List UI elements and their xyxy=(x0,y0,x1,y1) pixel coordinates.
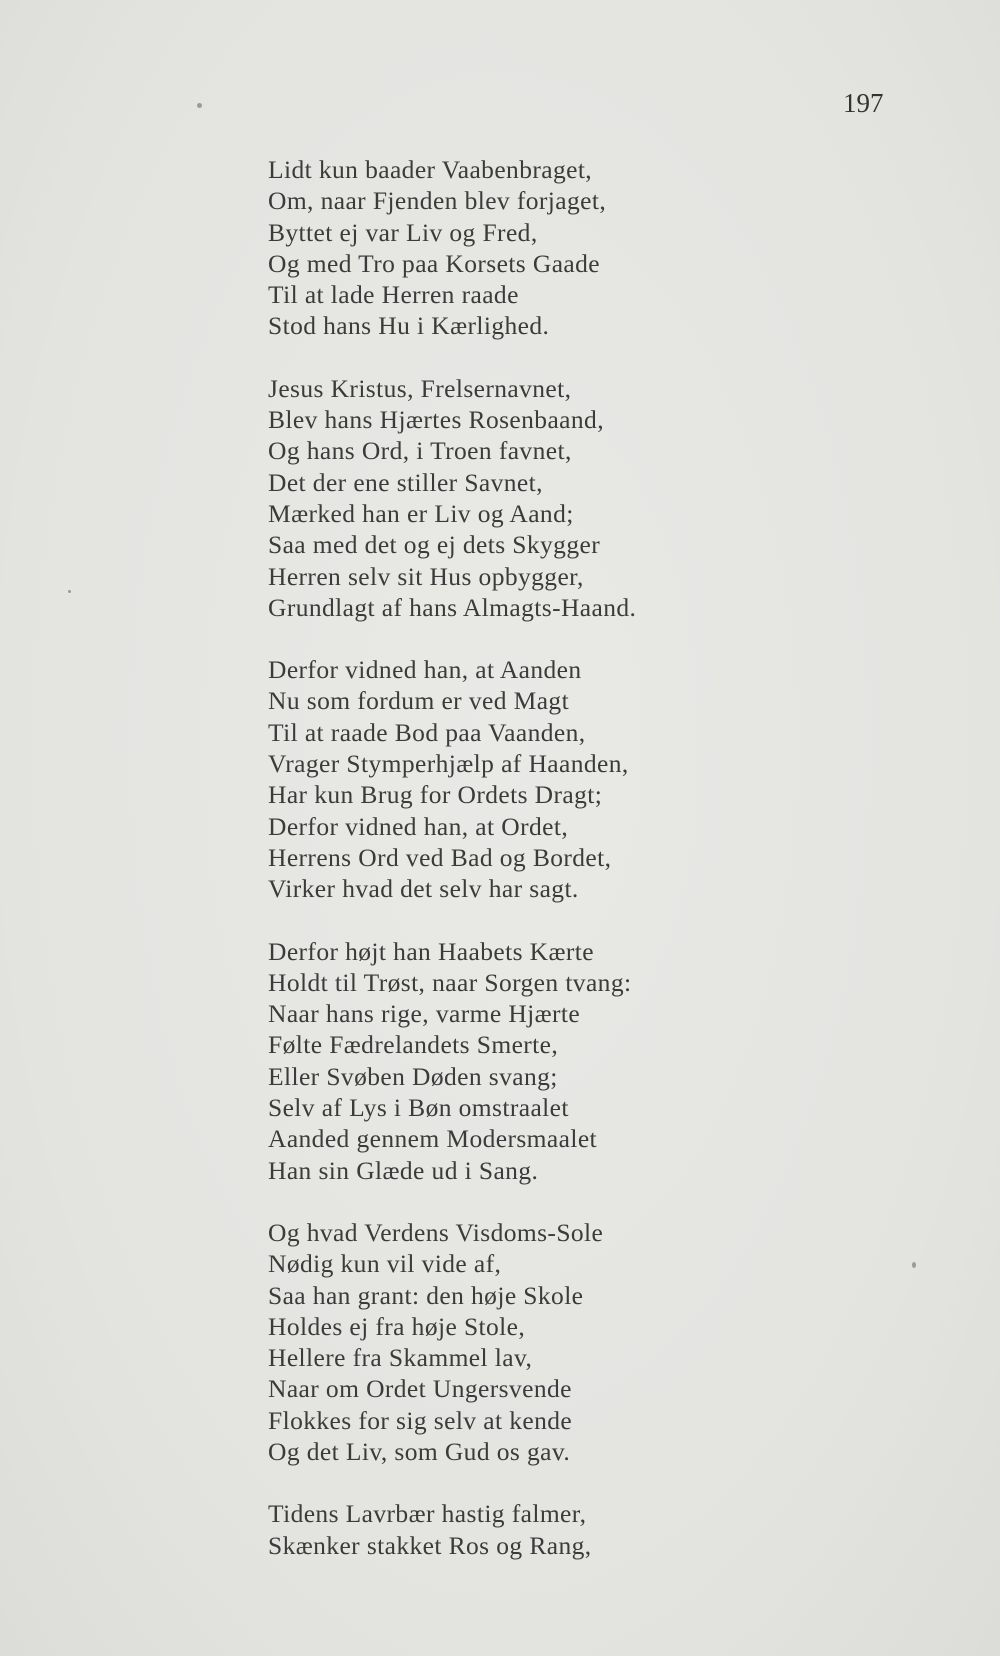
poem-line: Flokkes for sig selv at kende xyxy=(268,1405,573,1435)
poem-line: Og hans Ord, i Troen favnet, xyxy=(268,436,572,466)
poem-line: Byttet ej var Liv og Fred, xyxy=(268,217,538,247)
poem-line: Og hvad Verdens Visdoms-Sole xyxy=(268,1217,604,1247)
poem-line: Følte Fædrelandets Smerte, xyxy=(268,1030,559,1060)
poem-line: Selv af Lys i Bøn omstraalet xyxy=(268,1093,569,1123)
poem-line: Derfor højt han Haabets Kærte xyxy=(268,936,594,966)
poem-line: Herrens Ord ved Bad og Bordet, xyxy=(268,842,612,872)
poem-line: Tidens Lavrbær hastig falmer, xyxy=(268,1499,587,1529)
poem xyxy=(268,154,868,1592)
poem-line: Til at raade Bod paa Vaanden, xyxy=(268,717,586,747)
poem-line: Herren selv sit Hus opbygger, xyxy=(268,561,584,591)
poem-line: Nødig kun vil vide af, xyxy=(268,1249,502,1279)
poem-line: Holdt til Trøst, naar Sorgen tvang: xyxy=(268,967,632,997)
poem-line: Blev hans Hjærtes Rosenbaand, xyxy=(268,405,604,435)
stanza xyxy=(268,936,868,1186)
poem-line: Det der ene stiller Savnet, xyxy=(268,467,543,497)
poem-line: Hellere fra Skammel lav, xyxy=(268,1343,533,1373)
stanza xyxy=(268,154,868,342)
poem-line: Har kun Brug for Ordets Dragt; xyxy=(268,780,603,810)
paper-speck xyxy=(912,1262,916,1268)
poem-line: Grundlagt af hans Almagts-Haand. xyxy=(268,592,637,622)
paper-speck xyxy=(197,103,202,108)
poem-line: Skænker stakket Ros og Rang, xyxy=(268,1530,592,1560)
poem-line: Om, naar Fjenden blev forjaget, xyxy=(268,186,607,216)
stanza xyxy=(268,373,868,623)
poem-line: Naar om Ordet Ungersvende xyxy=(268,1374,572,1404)
stanza xyxy=(268,654,868,904)
stanza xyxy=(268,1217,868,1467)
poem-line: Nu som fordum er ved Magt xyxy=(268,686,570,716)
poem-line: Aanded gennem Modersmaalet xyxy=(268,1124,598,1154)
poem-line: Derfor vidned han, at Ordet, xyxy=(268,811,569,841)
poem-line: Derfor vidned han, at Aanden xyxy=(268,655,582,685)
page-number: 197 xyxy=(843,88,884,118)
poem-line: Vrager Stymperhjælp af Haanden, xyxy=(268,749,629,779)
poem-line: Jesus Kristus, Frelsernavnet, xyxy=(268,373,572,403)
poem-line: Lidt kun baader Vaabenbraget, xyxy=(268,155,593,184)
poem-line: Han sin Glæde ud i Sang. xyxy=(268,1155,539,1185)
poem-line: Naar hans rige, varme Hjærte xyxy=(268,999,581,1029)
poem-line: Til at lade Herren raade xyxy=(268,280,519,310)
poem-line: Og med Tro paa Korsets Gaade xyxy=(268,248,601,278)
poem-line: Eller Svøben Døden svang; xyxy=(268,1061,558,1091)
stanza xyxy=(268,1498,868,1561)
poem-line: Holdes ej fra høje Stole, xyxy=(268,1311,526,1341)
poem-line: Saa han grant: den høje Skole xyxy=(268,1280,584,1310)
poem-line: Og det Liv, som Gud os gav. xyxy=(268,1436,571,1466)
poem-line: Virker hvad det selv har sagt. xyxy=(268,874,579,904)
paper-speck xyxy=(68,590,71,593)
poem-line: Mærked han er Liv og Aand; xyxy=(268,498,574,528)
poem-line: Stod hans Hu i Kærlighed. xyxy=(268,311,550,341)
poem-line: Saa med det og ej dets Skygger xyxy=(268,530,601,560)
